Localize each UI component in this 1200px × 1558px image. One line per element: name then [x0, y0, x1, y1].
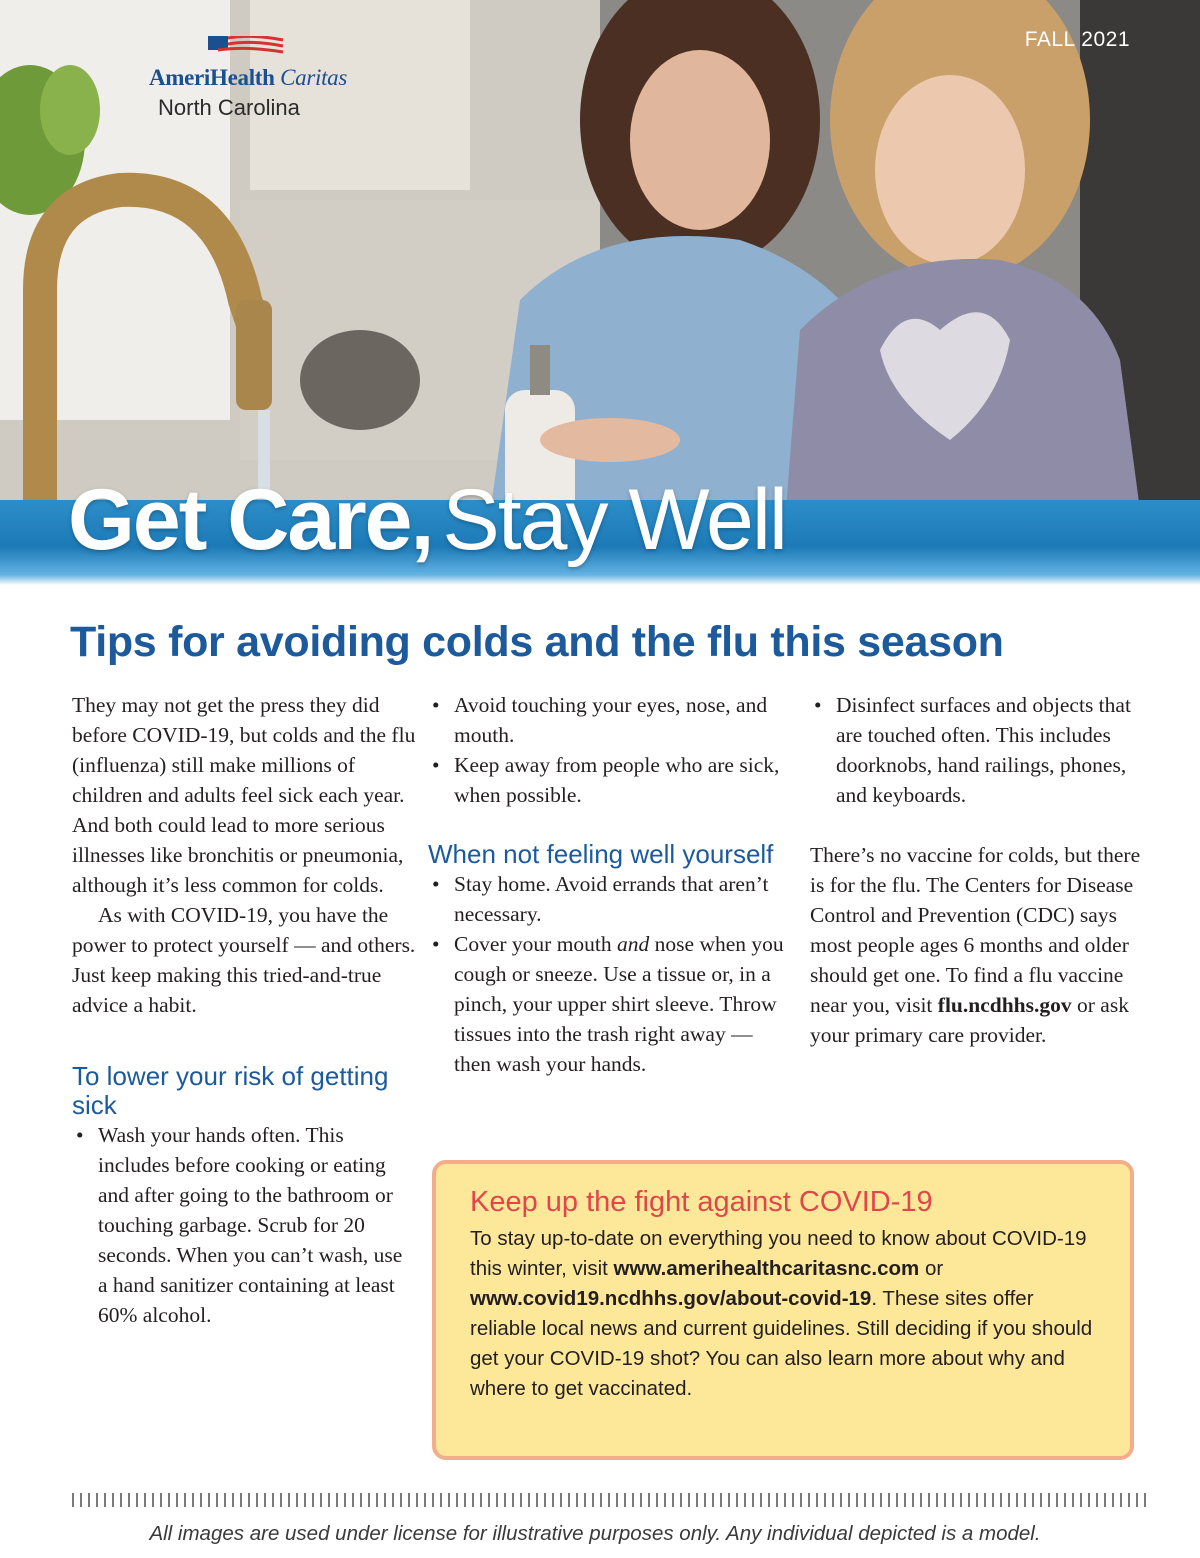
- brand-name-italic: Caritas: [280, 65, 348, 90]
- brand-name: [128, 65, 368, 91]
- list-item: [428, 929, 788, 1079]
- risk-list-continued: [428, 690, 788, 810]
- vaccine-text: There’s no vaccine for colds, but there is for the flu. The Centers for Disease Control and Prevention (CDC) says most people ages 6 months and older should get one. To find a flu vaccine near you, visit: [810, 843, 1141, 1017]
- covid-text: To stay up-to-date on everything you need to know about COVID-19 this winter, visit: [470, 1227, 1087, 1280]
- brand-name-strong: AmeriHealth: [148, 65, 275, 90]
- column-1: [72, 690, 417, 1330]
- brand-logo: [128, 36, 368, 121]
- footer-disclaimer: All images are used under license for illustrative purposes only. Any individual depicted is a model.: [149, 1522, 1041, 1545]
- footer-divider: [72, 1493, 1152, 1507]
- flu-vaccine-link[interactable]: flu.ncdhhs.gov: [937, 993, 1072, 1017]
- covid-paragraph: [470, 1224, 1096, 1404]
- list-item: • Wash your hands often. This includes before cooking or eating and after going to the bathroom or touching garbage. Scrub for 20 seconds. When you can’t wash, use a hand sanitizer containing at least 60% alcohol.: [72, 1120, 417, 1330]
- covid-text: . These sites offer reliable local news and current guidelines. Still deciding if you should get your COVID-19 shot? You can also learn more about why and where to get vaccinated.: [470, 1287, 1093, 1400]
- unwell-heading: When not feeling well yourself: [428, 839, 774, 869]
- vaccine-text: or ask your primary care provider.: [810, 993, 1129, 1047]
- amerihealth-link[interactable]: www.amerihealthcaritasnc.com: [613, 1257, 920, 1280]
- covid-callout-box: [432, 1160, 1134, 1460]
- column-3: [810, 690, 1155, 1050]
- brand-region: North Carolina: [158, 95, 300, 120]
- list-item: • Keep away from people who are sick, when possible.: [428, 750, 788, 810]
- risk-heading: To lower your risk of getting sick: [72, 1061, 389, 1120]
- covid-text: or: [919, 1257, 944, 1280]
- intro-paragraph-2: As with COVID-19, you have the power to protect yourself — and others. Just keep making this tried-and-true advice a habit.: [72, 903, 416, 1017]
- risk-list-continued: [810, 690, 1155, 810]
- list-item-text: Cover your mouth: [454, 932, 618, 956]
- banner-title-light: Stay Well: [442, 472, 787, 568]
- column-2: [428, 690, 788, 1079]
- page-title: Tips for avoiding colds and the flu this season: [70, 618, 1004, 666]
- list-item-emphasis: and: [617, 932, 650, 956]
- hero-section: [0, 0, 1200, 585]
- ncdhhs-covid-link[interactable]: www.covid19.ncdhhs.gov/about-covid-19: [470, 1287, 872, 1310]
- banner-title: [68, 472, 787, 568]
- risk-list: [72, 1120, 417, 1330]
- covid-heading: Keep up the fight against COVID-19: [470, 1186, 933, 1218]
- unwell-list: [428, 869, 788, 1079]
- intro-paragraph: They may not get the press they did before COVID-19, but colds and the flu (influenza) still make millions of children and adults feel sick each year. And both could lead to more serious illnesses like bronchitis or pneumonia, although it’s less common for colds.: [72, 693, 416, 897]
- list-item: • Disinfect surfaces and objects that are touched often. This includes doorknobs, hand railings, phones, and keyboards.: [810, 690, 1155, 810]
- list-item-text: nose when you cough or sneeze. Use a tissue or, in a pinch, your upper shirt sleeve. Throw tissues into the trash right away — then wash your hands.: [454, 932, 784, 1076]
- list-item: • Avoid touching your eyes, nose, and mouth.: [428, 690, 788, 750]
- list-item: • Stay home. Avoid errands that aren’t necessary.: [428, 869, 788, 929]
- vaccine-paragraph: [810, 840, 1155, 1050]
- banner-title-strong: Get Care,: [68, 472, 433, 568]
- issue-date: FALL 2021: [1024, 28, 1130, 51]
- flag-icon: [208, 36, 288, 58]
